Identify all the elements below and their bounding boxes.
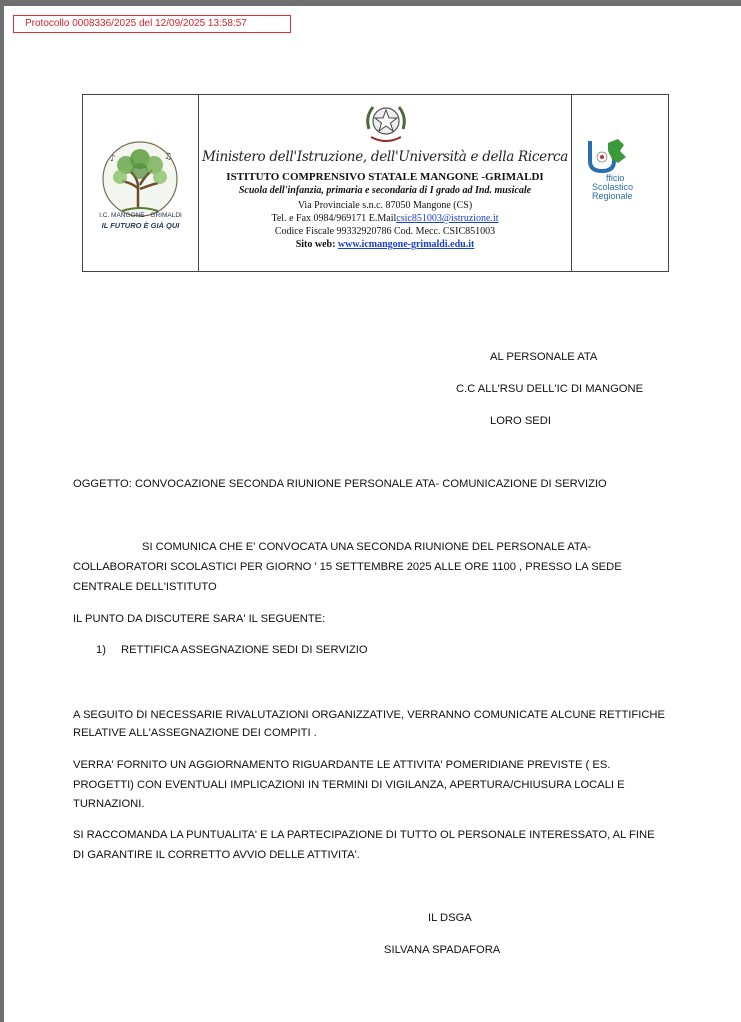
subject-line: OGGETTO: CONVOCAZIONE SECONDA RIUNIONE PERSONALE ATA- COMUNICAZIONE DI SERVIZIO: [73, 478, 607, 490]
agenda-item-text: RETTIFICA ASSEGNAZIONE SEDI DI SERVIZIO: [121, 644, 368, 656]
paragraph-4-line-2: DI GARANTIRE IL CORRETTO AVVIO DELLE ATTIVITA'.: [73, 849, 360, 861]
school-tree-logo-icon: [92, 137, 188, 217]
letterhead: [82, 94, 669, 272]
website-link[interactable]: www.icmangone-grimaldi.edu.it: [337, 239, 475, 250]
usr-text-line2: Scolastico: [592, 182, 634, 192]
recipient-line-3: LORO SEDI: [490, 415, 551, 427]
protocol-stamp: Protocollo 0008336/2025 del 12/09/2025 13:58:57: [13, 15, 291, 33]
contact-line: [199, 213, 571, 224]
paragraph-3-line-2: PROGETTI) CON EVENTUALI IMPLICAZIONI IN TERMINI DI VIGILANZA, APERTURA/CHIUSURA LOCALI E: [73, 779, 625, 791]
letterhead-center: [199, 95, 572, 271]
usr-text-line3: Regionale: [592, 191, 633, 201]
school-address: Via Provinciale s.n.c. 87050 Mangone (CS): [297, 200, 473, 211]
recipient-line-2: C.C ALL'RSU DELL'IC DI MANGONE: [456, 383, 644, 395]
school-logo-cell: [83, 95, 199, 271]
svg-text:♫: ♫: [164, 152, 173, 162]
paragraph-2-line-1: A SEGUITO DI NECESSARIE RIVALUTAZIONI ORGANIZZATIVE, VERRANNO COMUNICATE ALCUNE RETTIFICHE: [73, 709, 665, 721]
logo-caption-motto: IL FUTURO È GIÀ QUI: [101, 221, 180, 230]
ministry-title: Ministero dell'Istruzione, dell'Università e della Ricerca: [201, 149, 569, 165]
paragraph-3-line-1: VERRA' FORNITO UN AGGIORNAMENTO RIGUARDANTE LE ATTIVITA' POMERIDIANE PREVISTE ( ES.: [73, 759, 611, 771]
ufficio-scolastico-regionale-logo-icon: [588, 137, 628, 173]
document-page: [4, 6, 741, 1022]
paragraph-2-line-2: RELATIVE ALL'ASSEGNAZIONE DEI COMPITI .: [73, 727, 317, 739]
tel-fax-label: Tel. e Fax 0984/969171 E.Mail: [271, 213, 397, 224]
signature-role: IL DSGA: [428, 912, 472, 924]
paragraph-4-line-1: SI RACCOMANDA LA PUNTUALITA' E LA PARTECIPAZIONE DI TUTTO OL PERSONALE INTERESSATO, AL FINE: [73, 829, 655, 841]
school-name: ISTITUTO COMPRENSIVO STATALE MANGONE -GRIMALDI: [226, 171, 544, 183]
website-line: [199, 239, 571, 250]
italian-republic-emblem-icon: [361, 99, 411, 147]
agenda-intro: IL PUNTO DA DISCUTERE SARA' IL SEGUENTE:: [73, 613, 326, 625]
paragraph-3-line-3: TURNAZIONI.: [73, 798, 145, 810]
recipient-line-1: AL PERSONALE ATA: [490, 351, 598, 363]
svg-text:♪: ♪: [110, 154, 116, 164]
usr-logo-text: [592, 174, 633, 201]
paragraph-1-line-1: SI COMUNICA CHE E' CONVOCATA UNA SECONDA RIUNIONE DEL PERSONALE ATA-: [142, 541, 592, 553]
signature-name: SILVANA SPADAFORA: [384, 944, 501, 956]
usr-text-line1: fficio: [606, 173, 625, 183]
agenda-item-number: 1): [96, 644, 106, 656]
paragraph-1-line-2: COLLABORATORI SCOLASTICI PER GIORNO ' 15 SETTEMBRE 2025 ALLE ORE 1100 , PRESSO LA SEDE: [73, 561, 622, 573]
fiscal-code-line: Codice Fiscale 99332920786 Cod. Mecc. CSIC851003: [274, 226, 496, 237]
usr-logo-cell: [572, 95, 668, 271]
email-link[interactable]: csic851003@istruzione.it: [396, 213, 499, 224]
website-label: Sito web:: [295, 239, 336, 250]
school-subtitle: Scuola dell'infanzia, primaria e secondaria di I grado ad Ind. musicale: [238, 185, 532, 196]
logo-caption-school: I.C. MANGONE · GRIMALDI: [99, 212, 182, 219]
paragraph-1-line-3: CENTRALE DELL'ISTITUTO: [73, 581, 217, 593]
